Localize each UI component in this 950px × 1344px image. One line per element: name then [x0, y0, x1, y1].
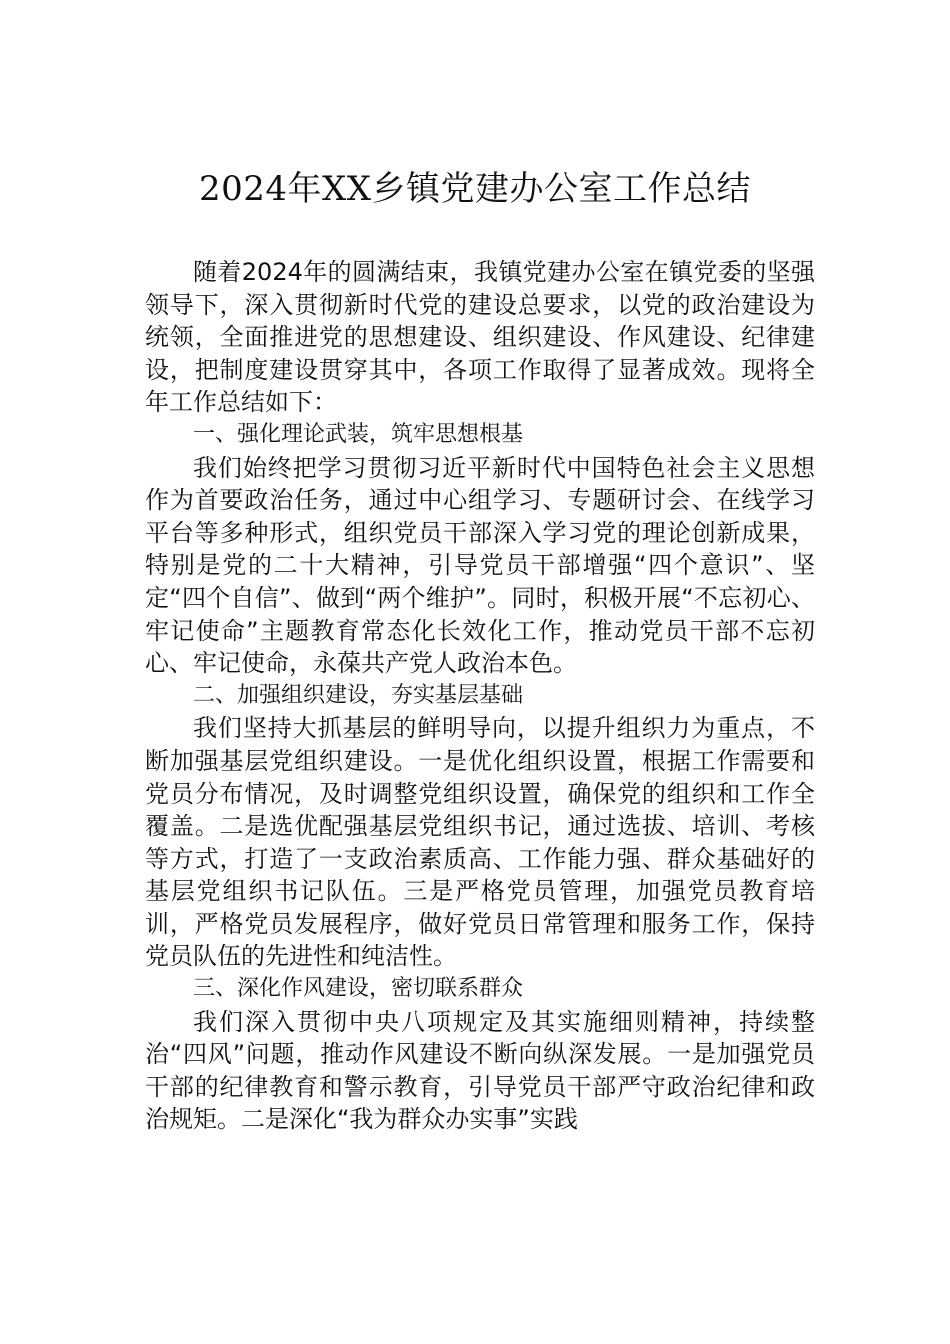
intro-paragraph: 随着2024年的圆满结束，我镇党建办公室在镇党委的坚强领导下，深入贯彻新时代党的建设总要求，以党的政治建设为统领，全面推进党的思想建设、组织建设、作风建设、纪律建设，把制度建设贯穿其中，各项工作取得了显著成效。现将全年工作总结如下：: [145, 258, 815, 417]
section-heading-1: 一、强化理论武装，筑牢思想根基: [193, 421, 524, 447]
section-paragraph-3: 我们深入贯彻中央八项规定及其实施细则精神，持续整治“四风”问题，推动作风建设不断向纵深发展。一是加强党员干部的纪律教育和警示教育，引导党员干部严守政治纪律和政治规矩。二是深化“我为群众办实事”实践: [145, 1007, 815, 1134]
section-paragraph-2: 我们坚持大抓基层的鲜明导向，以提升组织力为重点，不断加强基层党组织建设。一是优化组织设置，根据工作需要和党员分布情况，及时调整党组织设置，确保党的组织和工作全覆盖。二是选优配强基层党组织书记，通过选拔、培训、考核等方式，打造了一支政治素质高、工作能力强、群众基础好的基层党组织书记队伍。三是严格党员管理，加强党员教育培训，严格党员发展程序，做好党员日常管理和服务工作，保持党员队伍的先进性和纯洁性。: [145, 714, 815, 971]
document-body: [145, 256, 815, 1136]
section-paragraph-1: 我们始终把学习贯彻习近平新时代中国特色社会主义思想作为首要政治任务，通过中心组学习、专题研讨会、在线学习平台等多种形式，组织党员干部深入学习党的理论创新成果，特别是党的二十大精神，引导党员干部增强“四个意识”、坚定“四个自信”、做到“两个维护”。同时，积极开展“不忘初心、牢记使命”主题教育常态化长效化工作，推动党员干部不忘初心、牢记使命，永葆共产党人政治本色。: [145, 453, 815, 678]
section-heading-2: 二、加强组织建设，夯实基层基础: [193, 682, 524, 708]
document-title: 2024年XX乡镇党建办公室工作总结: [199, 169, 751, 209]
section-heading-3: 三、深化作风建设，密切联系群众: [193, 976, 524, 1002]
